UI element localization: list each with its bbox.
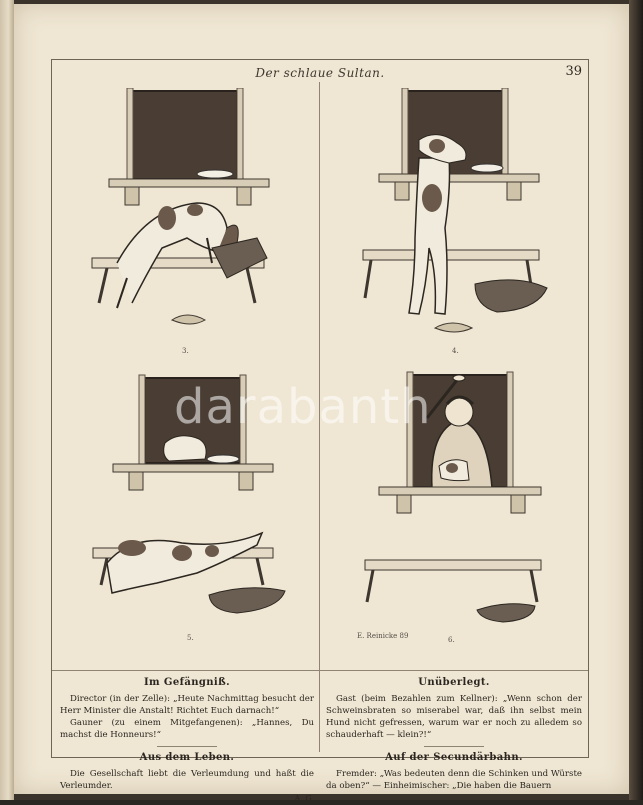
book-cover-edge [629,0,643,800]
panel-3-label: 3. [182,347,189,355]
left-text-column [60,677,314,805]
right-text-column [326,677,582,792]
panel-4-illustration [357,88,567,343]
panel-4-label: 4. [452,347,459,355]
panel-5-illustration [87,373,297,623]
author-signature: A. G. [294,794,314,803]
section-rule [424,746,484,747]
paragraph-gauner: Gauner (zu einem Mitgefangenen): „Hannes, Du machst die Honneurs!“ [60,718,314,740]
book-page [14,4,629,803]
panel-6-illustration [357,370,567,630]
artist-signature: E. Reinicke 89 [357,632,409,640]
paragraph-gesellschaft: Die Gesellschaft liebt die Verleumdung und haßt die Verleumder. [60,769,314,791]
panel-5-label: 5. [187,634,194,642]
heading-unueberlegt: Unüberlegt. [418,677,490,688]
section-rule [157,746,217,747]
heading-aus-dem-leben: Aus dem Leben. [139,752,235,763]
heading-im-gefaengniss: Im Gefängniß. [143,677,231,688]
running-title: Der schlaue Sultan. [255,66,385,80]
horizontal-divider [52,670,588,671]
heading-secundaerbahn: Auf der Secundärbahn. [385,752,523,763]
watermark: darabanth [174,379,432,435]
panel-6-label: 6. [448,636,455,644]
book-spine [0,0,14,800]
page-frame [51,59,589,803]
paragraph-gast: Gast (beim Bezahlen zum Kellner): „Wenn schon der Schweinsbraten so miserabel war, daß ihn selbst mein Hund nicht gefressen, warum war er noch zu alledem so schauderhaft — klein?!“ [326,694,582,740]
panel-3-illustration [87,88,297,343]
paragraph-fremder: Fremder: „Was bedeuten denn die Schinken und Würste da oben?“ — Einheimischer: „Die haben die Bauern [326,769,582,791]
vertical-divider [319,82,320,752]
paragraph-director: Director (in der Zelle): „Heute Nachmittag besucht der Herr Minister die Anstalt! Richtet Euch darnach!“ [60,694,314,716]
page-number: 39 [565,64,582,79]
